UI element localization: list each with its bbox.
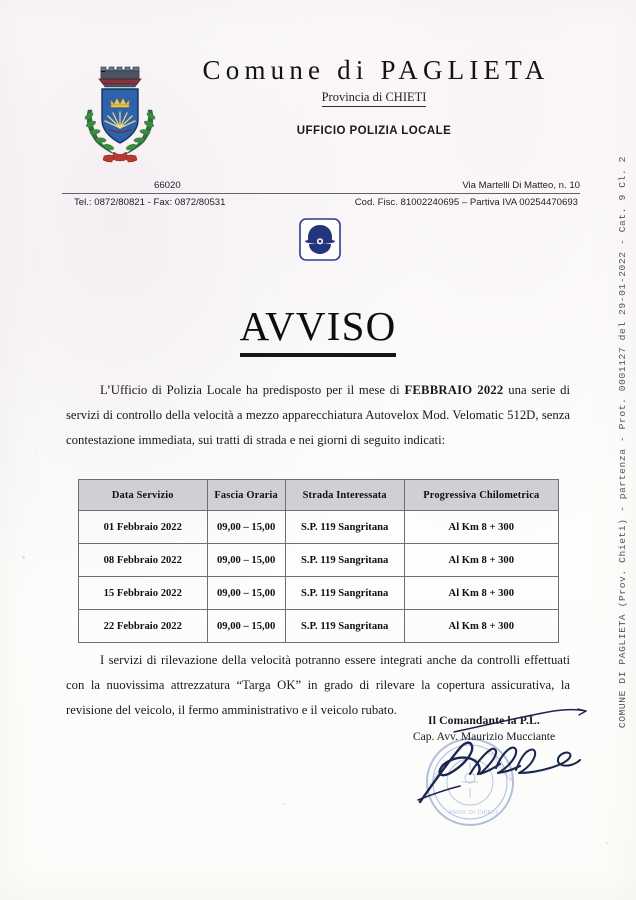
table-header-row bbox=[79, 480, 559, 511]
fiscal-code: Cod. Fisc. 81002240695 – Partiva IVA 00254470693 bbox=[354, 197, 578, 208]
cell-data-servizio: 08 Febbraio 2022 bbox=[79, 544, 208, 577]
cell-progressiva-chilometrica: Al Km 8 + 300 bbox=[404, 610, 558, 643]
column-header-fascia-oraria: Fascia Oraria bbox=[207, 480, 285, 511]
title-block bbox=[168, 56, 580, 137]
svg-text:· PROV. DI CHIETI ·: · PROV. DI CHIETI · bbox=[445, 810, 502, 816]
table-row bbox=[79, 610, 559, 643]
cell-progressiva-chilometrica: Al Km 8 + 300 bbox=[404, 511, 558, 544]
coat-of-arms-icon bbox=[78, 64, 162, 168]
service-schedule-table bbox=[78, 479, 559, 643]
protocol-stamp-text: COMUNE DI PAGLIETA (Prov. Chieti) - partenza - Prot. 0001127 del 29-01-2022 - Cat. 9 Cl. 2 bbox=[616, 155, 628, 728]
cell-fascia-oraria: 09,00 – 15,00 bbox=[207, 511, 285, 544]
table-row bbox=[79, 544, 559, 577]
cell-strada-interessata: S.P. 119 Sangritana bbox=[285, 610, 404, 643]
polizia-locale-logo-icon bbox=[299, 218, 341, 261]
table-row bbox=[79, 577, 559, 610]
intro-text-after: una serie di servizi di controllo della velocità a mezzo apparecchiatura Autovelox Mod. Velomatic 512D, senza contestazione immediata, sui tratti di strada e nei giorni di seguito indicati: bbox=[66, 383, 571, 447]
cell-strada-interessata: S.P. 119 Sangritana bbox=[285, 577, 404, 610]
cell-data-servizio: 22 Febbraio 2022 bbox=[79, 610, 208, 643]
scan-speck bbox=[283, 803, 285, 805]
letterhead bbox=[0, 56, 636, 206]
protocol-stamp bbox=[611, 155, 633, 728]
closing-text: I servizi di rilevazione della velocità potranno essere integrati anche da controlli effettuati con la nuovissima attrezzatura “Targa OK” in grado di rilevare la copertura assicurativa, la revisione del veicolo, il fermo amministrativo e il veicolo rubato. bbox=[66, 653, 570, 717]
intro-month-highlight: FEBBRAIO 2022 bbox=[404, 383, 504, 397]
column-header-progressiva-chilometrica: Progressiva Chilometrica bbox=[404, 480, 558, 511]
cell-fascia-oraria: 09,00 – 15,00 bbox=[207, 610, 285, 643]
table-row bbox=[79, 511, 559, 544]
column-header-strada-interessata: Strada Interessata bbox=[285, 480, 404, 511]
signature-name: Cap. Avv. Maurizio Mucciante bbox=[412, 730, 556, 743]
header-divider bbox=[62, 193, 580, 194]
scan-speck bbox=[606, 842, 608, 844]
avviso-heading-wrap bbox=[0, 303, 636, 357]
street-address: Via Martelli Di Matteo, n. 10 bbox=[462, 180, 580, 191]
comune-title: Comune di PAGLIETA bbox=[202, 55, 550, 85]
cell-progressiva-chilometrica: Al Km 8 + 300 bbox=[404, 577, 558, 610]
cap-code: 66020 bbox=[154, 180, 181, 191]
provincia-label: Provincia di CHIETI bbox=[322, 90, 427, 107]
cell-strada-interessata: S.P. 119 Sangritana bbox=[285, 544, 404, 577]
intro-paragraph bbox=[66, 378, 570, 452]
svg-text:COMUNE: COMUNE bbox=[428, 761, 448, 788]
cell-strada-interessata: S.P. 119 Sangritana bbox=[285, 511, 404, 544]
column-header-data-servizio: Data Servizio bbox=[79, 480, 208, 511]
scan-speck bbox=[22, 556, 25, 559]
signature-title: Il Comandante la P.L. bbox=[428, 714, 540, 727]
cell-progressiva-chilometrica: Al Km 8 + 300 bbox=[404, 544, 558, 577]
cell-fascia-oraria: 09,00 – 15,00 bbox=[207, 544, 285, 577]
svg-text:DI PAGLIETA: DI PAGLIETA bbox=[486, 750, 514, 784]
cell-data-servizio: 15 Febbraio 2022 bbox=[79, 577, 208, 610]
cell-data-servizio: 01 Febbraio 2022 bbox=[79, 511, 208, 544]
contact-zone bbox=[62, 180, 580, 208]
page-title: AVVISO bbox=[240, 306, 397, 357]
intro-text-before: L’Ufficio di Polizia Locale ha predisposto per il mese di bbox=[100, 383, 405, 397]
phone-fax: Tel.: 0872/80821 - Fax: 0872/80531 bbox=[74, 197, 226, 208]
handwritten-signature bbox=[404, 728, 584, 806]
cell-fascia-oraria: 09,00 – 15,00 bbox=[207, 577, 285, 610]
ufficio-label: UFFICIO POLIZIA LOCALE bbox=[296, 124, 452, 137]
